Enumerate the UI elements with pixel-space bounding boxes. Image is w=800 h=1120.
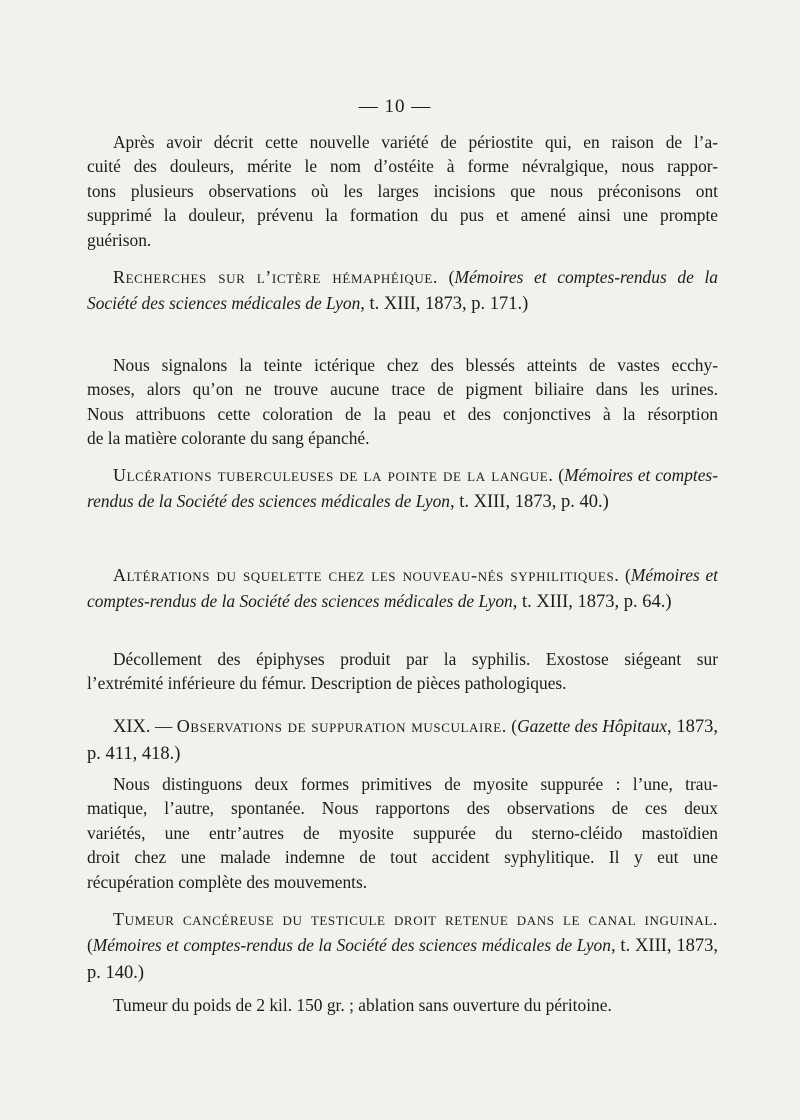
- reference-details: , t. XIII, 1873, p. 64.): [512, 592, 672, 612]
- body-line: Nous attribuons cette coloration de la peau et des conjonctives à la résorption: [87, 403, 718, 424]
- reference-details: , t. XIII, 1873, p. 40.): [449, 492, 609, 512]
- page-number: — 10 —: [358, 96, 432, 117]
- body-line: Nous distinguons deux formes primitives de myosite suppurée : l’une, trau-: [113, 774, 718, 794]
- journal-title: Mémoires et comptes-rendus de la Société des sciences médicales de Lyon: [87, 565, 718, 611]
- section-body-icterus: [87, 353, 718, 451]
- section-body-skeleton: [87, 647, 718, 696]
- section-title: Tumeur cancéreuse du testicule droit retenue dans le canal inguinal.: [113, 909, 718, 929]
- ref-paren: (: [619, 565, 631, 585]
- reference-details: , t. XIII, 1873, p. 171.): [360, 294, 529, 314]
- section-dash: —: [150, 716, 177, 736]
- body-line: matique, l’autre, spontanée. Nous rapportons des observations de ces deux: [87, 798, 718, 819]
- ref-paren: (: [506, 716, 518, 736]
- ref-paren: (: [87, 935, 93, 955]
- intro-paragraph: [87, 130, 718, 252]
- body-line: de la matière colorante du sang épanché.: [87, 428, 370, 449]
- body-line: Tumeur du poids de 2 kil. 150 gr. ; ablation sans ouverture du péritoine.: [113, 995, 612, 1015]
- section-heading-tumor: [87, 906, 718, 986]
- section-title: Ulcérations tuberculeuses de la pointe de la langue.: [113, 465, 554, 485]
- section-heading-ulcerations: [87, 462, 718, 515]
- reference-details: , t. XIII, 1873, p. 140.): [87, 936, 718, 983]
- section-heading-skeleton: [87, 562, 718, 615]
- body-line: l’extrémité inférieure du fémur. Description de pièces pathologiques.: [87, 673, 567, 694]
- journal-title: Gazette des Hôpitaux: [517, 716, 668, 736]
- section-number: XIX.: [113, 717, 151, 737]
- section-title: Recherches sur l’ictère hémaphéique.: [113, 267, 438, 287]
- intro-line: guérison.: [87, 229, 152, 250]
- body-line: moses, alors qu’on ne trouve aucune trace de pigment biliaire dans les urines.: [87, 379, 718, 400]
- body-line: Nous signalons la teinte ictérique chez des blessés atteints de vastes ecchy-: [113, 355, 718, 375]
- ref-paren: (: [553, 465, 565, 485]
- section-title: Observations de suppuration musculaire.: [176, 716, 507, 736]
- body-line: Décollement des épiphyses produit par la syphilis. Exostose siégeant sur: [113, 649, 718, 669]
- intro-line: tons plusieurs observations où les larges incisions que nous préconisons ont: [87, 180, 718, 201]
- section-title: Altérations du squelette chez les nouveau-nés syphilitiques.: [113, 565, 620, 585]
- journal-title: Mémoires et comptes-rendus de la Société des sciences médicales de Lyon: [92, 935, 611, 955]
- intro-line: supprimé la douleur, prévenu la formation du pus et amené ainsi une prompte: [87, 205, 718, 226]
- ref-paren: (: [438, 267, 455, 287]
- body-line: droit chez une malade indemne de tout accident syphylitique. Il y eut une: [87, 847, 718, 868]
- journal-title: Mémoires et comptes-rendus de la Société des sciences médicales de Lyon: [87, 267, 718, 313]
- section-heading-suppuration: [87, 713, 718, 767]
- intro-line: cuité des douleurs, mérite le nom d’ostéite à forme névralgique, nous rappor-: [87, 156, 718, 177]
- section-heading-icterus: [87, 264, 718, 317]
- intro-line: Après avoir décrit cette nouvelle variété de périostite qui, en raison de l’a-: [113, 132, 718, 152]
- section-body-tumor: [87, 993, 718, 1017]
- journal-title: Mémoires et comptes-rendus de la Société des sciences médicales de Lyon: [87, 465, 718, 511]
- reference-details: , 1873, p. 411, 418.): [87, 717, 718, 764]
- body-line: variétés, une entr’autres de myosite suppurée du sterno-cléido mastoïdien: [87, 822, 718, 843]
- body-line: récupération complète des mouvements.: [87, 871, 368, 892]
- section-body-suppuration: [87, 772, 718, 894]
